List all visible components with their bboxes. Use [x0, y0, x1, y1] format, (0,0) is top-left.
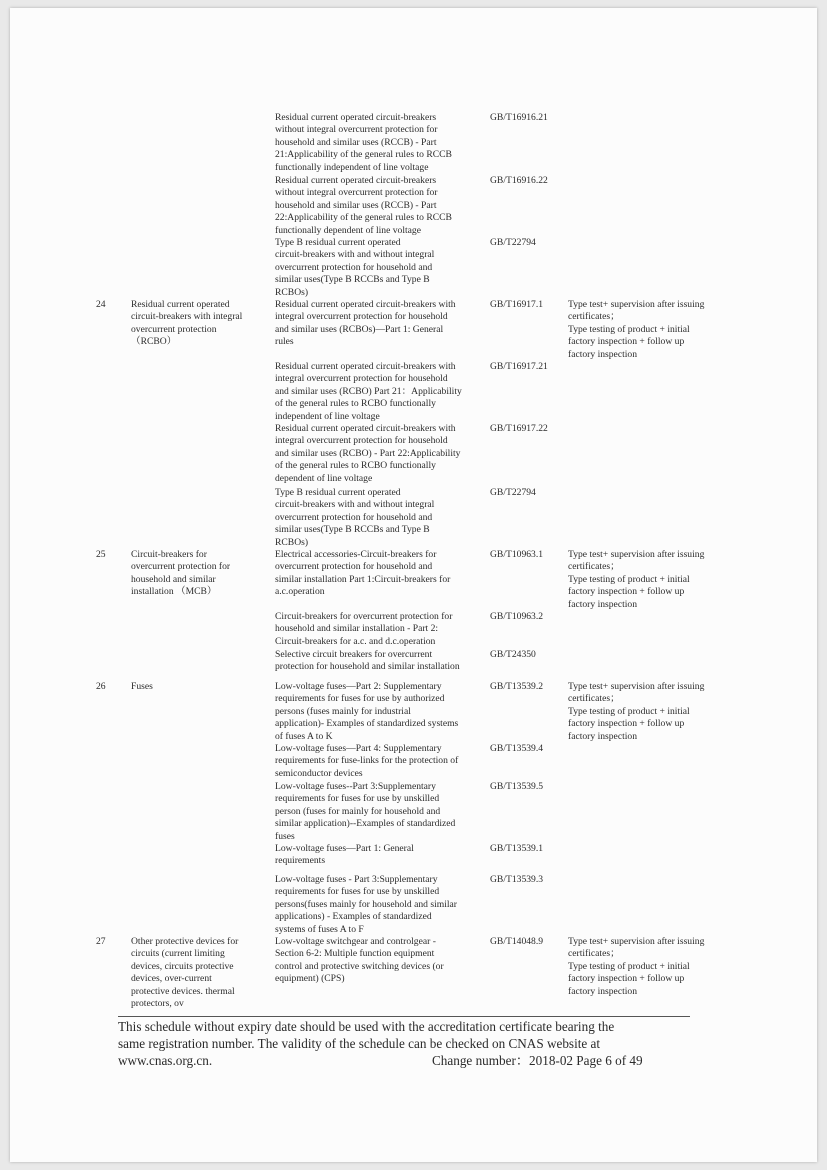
standard-title: Residual current operated circuit-breakers with integral overcurrent protection for household and similar uses (RCBOs)—Part 1: General rules: [275, 299, 456, 348]
item-number: 27: [96, 936, 106, 947]
standard-title: Low-voltage fuses—Part 1: General requirements: [275, 843, 414, 867]
change-number-page: Change number：2018-02 Page 6 of 49: [432, 1053, 643, 1068]
certification-method: Type test+ supervision after issuing certificates； Type testing of product + initial factory inspection + follow up factory inspection: [568, 299, 705, 360]
standard-title: Residual current operated circuit-breakers without integral overcurrent protection for household and similar uses (RCCB) - Part 22:Applicability of the general rules to RCCB functionally dependent of line voltage: [275, 175, 452, 236]
certification-method: Type test+ supervision after issuing certificates； Type testing of product + initial factory inspection + follow up factory inspection: [568, 549, 705, 610]
standard-code: GB/T24350: [490, 649, 536, 660]
item-number: 24: [96, 299, 106, 310]
footer-notice-line-2: same registration number. The validity of the schedule can be checked on CNAS website at: [118, 1036, 601, 1051]
standard-title: Low-voltage fuses—Part 4: Supplementary requirements for fuse-links for the protection of semiconductor devices: [275, 743, 459, 779]
standard-code: GB/T13539.4: [490, 743, 544, 754]
standard-code: GB/T13539.2: [490, 681, 544, 692]
standard-code: GB/T13539.5: [490, 781, 544, 792]
standard-title: Electrical accessories-Circuit-breakers for overcurrent protection for household and similar installation Part 1:Circuit-breakers for a.c.operation: [275, 549, 451, 598]
standard-code: GB/T22794: [490, 237, 536, 248]
standard-title: Low-voltage switchgear and controlgear - Section 6-2: Multiple function equipment control and protective switching devices (or equipment) (CPS): [275, 936, 444, 985]
standard-title: Residual current operated circuit-breakers without integral overcurrent protection for household and similar uses (RCCB) - Part 21:Applicability of the general rules to RCCB functionally independent of line voltage: [275, 112, 452, 173]
standard-title: Low-voltage fuses—Part 2: Supplementary requirements for fuses for use by authorized persons (fuses mainly for industrial application)- Examples of standardized systems of fuses A to K: [275, 681, 459, 742]
standard-code: GB/T10963.1: [490, 549, 544, 560]
document-page: [10, 8, 817, 1162]
standard-title: Low-voltage fuses - Part 3:Supplementary requirements for fuses for use by unskilled persons(fuses mainly for household and similar applications) - Examples of standardized systems of fuses A to F: [275, 874, 457, 935]
standard-title: Type B residual current operated circuit-breakers with and without integral overcurrent protection for household and similar uses(Type B RCCBs and Type B RCBOs): [275, 487, 435, 548]
footer-divider: [118, 1016, 690, 1017]
product-name: Residual current operated circuit-breakers with integral overcurrent protection （RCBO）: [131, 299, 243, 348]
product-name: Circuit-breakers for overcurrent protection for household and similar installation （MCB）: [131, 549, 231, 598]
certification-method: Type test+ supervision after issuing certificates； Type testing of product + initial factory inspection + follow up factory inspection: [568, 936, 705, 997]
standard-code: GB/T22794: [490, 487, 536, 498]
cnas-website-link[interactable]: www.cnas.org.cn.: [118, 1053, 213, 1068]
standard-title: Circuit-breakers for overcurrent protection for household and similar installation - Part 2: Circuit-breakers for a.c. and d.c.operation: [275, 611, 453, 647]
standard-code: GB/T16917.22: [490, 423, 548, 434]
product-name: Other protective devices for circuits (current limiting devices, circuits protective devices, over-current protective devices. thermal protectors, ov: [131, 936, 239, 1010]
page-footer: [118, 1018, 698, 1069]
standard-code: GB/T16917.1: [490, 299, 544, 310]
standard-code: GB/T10963.2: [490, 611, 544, 622]
item-number: 26: [96, 681, 106, 692]
standard-code: GB/T14048.9: [490, 936, 544, 947]
standard-title: Residual current operated circuit-breakers with integral overcurrent protection for household and similar uses (RCBO) - Part 22:Applicability of the general rules to RCBO functionally dependent of line voltage: [275, 423, 461, 484]
standard-code: GB/T13539.3: [490, 874, 544, 885]
footer-notice-line-1: This schedule without expiry date should be used with the accreditation certificate bearing the: [118, 1019, 615, 1034]
standard-code: GB/T16916.22: [490, 175, 548, 186]
standard-code: GB/T13539.1: [490, 843, 544, 854]
standard-title: Low-voltage fuses--Part 3:Supplementary requirements for fuses for use by unskilled person (fuses for mainly for household and similar application)--Examples of standardized fuses: [275, 781, 456, 842]
standard-code: GB/T16917.21: [490, 361, 548, 372]
certification-method: Type test+ supervision after issuing certificates； Type testing of product + initial factory inspection + follow up factory inspection: [568, 681, 705, 742]
footer-last-line: [118, 1052, 698, 1069]
standard-title: Selective circuit breakers for overcurrent protection for household and similar installation: [275, 649, 460, 673]
item-number: 25: [96, 549, 106, 560]
standard-title: Residual current operated circuit-breakers with integral overcurrent protection for household and similar uses (RCBO) Part 21：Applicability of the general rules to RCBO functionally independent of line voltage: [275, 361, 462, 422]
product-name: Fuses: [131, 681, 153, 692]
standard-code: GB/T16916.21: [490, 112, 548, 123]
standard-title: Type B residual current operated circuit-breakers with and without integral overcurrent protection for household and similar uses(Type B RCCBs and Type B RCBOs): [275, 237, 435, 298]
